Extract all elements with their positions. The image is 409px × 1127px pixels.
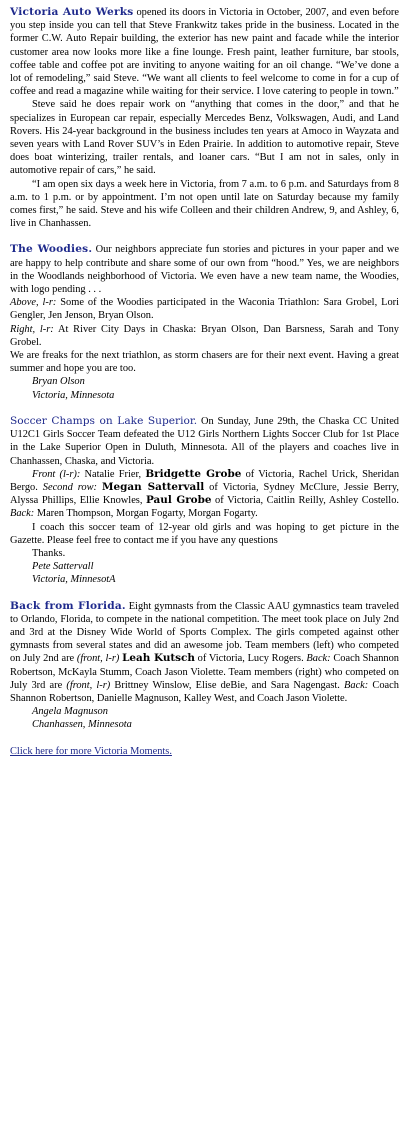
section-heading-auto-werks: Victoria Auto Werks (10, 6, 134, 18)
highlight-name: Leah Kutsch (122, 652, 195, 665)
highlight-name: Bridgette Grobe (145, 467, 242, 480)
highlight-name: Paul Grobe (146, 494, 212, 507)
caption-label: Front (l-r): (32, 468, 81, 480)
section-heading-florida: Back from Florida. (10, 599, 126, 612)
section-heading-woodies: The Woodies. (10, 243, 93, 256)
spacer (10, 402, 399, 415)
caption-text: of Victoria, Caitlin Reilly, Ashley Costello. (211, 495, 399, 507)
caption-text: Maren Thompson, Morgan Fogarty, Morgan Fogarty. (34, 508, 258, 520)
caption-soccer-rows (10, 468, 399, 521)
paragraph-text: Steve said he does repair work on “anything that comes in the door,” and that he specializes in European car repair, especially Mercedes Benz, Volkswagen, Audi, and Land Rovers. His 24-year background in the business includes ten years at Amoco in Wayzata and seven years with Land Rover SUV’s in Eden Prairie. In addition to automotive repair, Steve does boat winterizing, trailer rentals, and loaner cars. “But I am not in sales, only in automotive repair of cars,” he said. (10, 99, 399, 177)
signature-location: Victoria, Minnesota (32, 389, 115, 401)
caption-label: Back: (306, 653, 331, 665)
section-auto-werks-intro (10, 6, 399, 98)
section-heading-soccer: Soccer Champs on Lake Superior. (10, 414, 198, 427)
highlight-name: Megan Sattervall (101, 480, 205, 493)
section-soccer-intro (10, 415, 399, 468)
signature-name: Pete Sattervall (32, 561, 94, 573)
caption-text: of Victoria, Rachel Urick, Sheridan Bergo. (10, 468, 400, 493)
caption-text: At River City Days in Chaska: Bryan Olson, Dan Barsness, Sarah and Tony Grobel. (10, 323, 399, 348)
caption-text: Some of the Woodies participated in the Waconia Triathlon: Sara Grobel, Lori Gengler, Jen Jenson, Bryan Olson. (10, 297, 399, 322)
caption-label: Back: (10, 508, 35, 520)
caption-label: (front, l-r) (66, 679, 111, 691)
paragraph-text: of Victoria, Lucy Rogers. (194, 653, 307, 665)
caption-label: (front, l-r) (76, 653, 120, 665)
paragraph-text: We are freaks for the next triathlon, as storm chasers are for their next event. Having a great summer and hope you are too. (10, 350, 399, 375)
more-victoria-moments-link[interactable]: Click here for more Victoria Moments. (10, 745, 172, 757)
caption-above (10, 296, 399, 322)
caption-text: Natalie Frier, (80, 468, 146, 480)
section-woodies-intro (10, 243, 399, 296)
caption-label: Back: (344, 679, 369, 691)
caption-right (10, 323, 399, 349)
paragraph-text: Coach Shannon Robertson, McKayla Stumm, Coach Jason Violette. Team members (right) who competed on July 3rd are (10, 653, 399, 691)
signature-name: Angela Magnuson (32, 706, 108, 718)
spacer (10, 587, 399, 600)
paragraph-text: Our neighbors appreciate fun stories and pictures in your paper and we are happy to help contribute and share some of our own from “hood.” Yes, we are neighbors in the Woodlands neighborhood of Victoria. We even have a new team name, the Woodies, with logo pending . . . (10, 244, 399, 296)
paragraph-text: Brittney Winslow, Elise deBie, and Sara Nagengast. (110, 679, 345, 691)
paragraph-text: I coach this soccer team of 12-year old girls and was hoping to get picture in the Gazette. Please feel free to contact me if you have any questions (10, 521, 399, 546)
caption-label: Above, l-r: (10, 297, 57, 309)
signature-closing: Thanks. (32, 547, 66, 559)
paragraph-text: Eight gymnasts from the Classic AAU gymnastics team traveled to Orlando, Florida, to compete in the national competition. The meet took place on July 2nd and 3rd at the Disney Wide World of Sports Complex. The girls competed against other gymnasts from several states and did an awesome job. Team members (left) who competed on July 2nd are (10, 600, 399, 665)
caption-label: Right, l-r: (10, 323, 54, 335)
signature-name: Bryan Olson (32, 376, 85, 388)
paragraph-text: Coach Shannon Robertson, Danielle Magnuson, Kalley West, and Coach Jason Violette. (10, 679, 399, 704)
signature-location: Victoria, MinnesotA (32, 574, 116, 586)
more-moments-row (10, 745, 399, 758)
signature-location: Chanhassen, Minnesota (32, 719, 132, 731)
spacer (10, 230, 399, 243)
section-florida-intro (10, 600, 399, 706)
paragraph-text: opened its doors in Victoria in October, 2007, and even before you step inside you can tell that Steve Frankwitz takes pride in the business. Located in the former C.W. Auto Repair building, the exterior has new paint and facade while the interior customer area now looks more like a fine lounge. Fresh paint, leather furniture, bar stools, coffee table and coffee pot are inviting to anyone waiting for an oil change. “We’ve done a lot of remodeling,” said Steve. “We want all clients to feel welcome to come in for a cup of coffee and read a magazine while waiting for their service. I love catering to people in town.” (10, 7, 399, 98)
paragraph-text: “I am open six days a week here in Victoria, from 7 a.m. to 6 p.m. and Saturdays from 8 a.m. to 1 p.m. or by appointment. I’m not open until late on Saturday because my family comes first,” he said. Steve and his wife Colleen and their children Andrew, 9, and Ashley, 6, live in Chanhassen. (10, 178, 399, 230)
spacer (10, 732, 399, 745)
caption-label: Second row: (42, 481, 97, 493)
caption-text: of Victoria, Sydney McClure, Jessie Berry, Alyssa Phillips, Ellie Knowles, (10, 481, 399, 507)
paragraph-text: On Sunday, June 29th, the Chaska CC United U12C1 Girls Soccer Team defeated the U12 Girls Northern Lights Soccer Club for 1st Place in the Lake Superior Open in Duluth, Minnesota. All of the players and coaches live in Chanhassen, Chaska, and Victoria. (10, 415, 399, 467)
